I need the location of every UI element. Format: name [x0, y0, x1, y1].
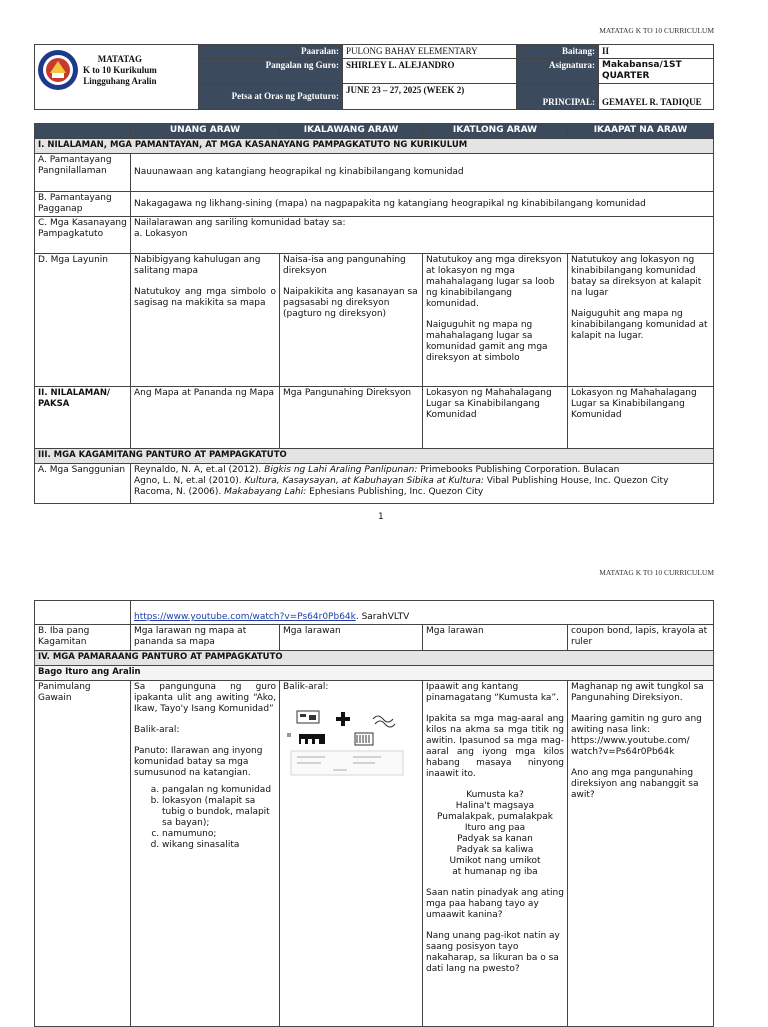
lyric-line: Ituro ang paa: [464, 823, 526, 833]
materials-day-4: coupon bond, lapis, krayola at ruler: [568, 625, 714, 651]
row-c-label: C. Mga Kasanayang Pampagkatuto: [35, 217, 131, 254]
lyric-line: Padyak sa kanan: [457, 834, 533, 844]
materials-day-2: Mga larawan: [280, 625, 423, 651]
objective-text: Naisa-isa ang pangunahing direksyon: [283, 255, 406, 276]
teacher-label: Pangalan ng Guro:: [199, 59, 343, 84]
day-3-header: IKATLONG ARAW: [423, 124, 568, 139]
row-c-content: [131, 217, 714, 254]
row-d-day-4: [568, 254, 714, 387]
day-2-header: IKALAWANG ARAW: [280, 124, 423, 139]
teacher-value: SHIRLEY L. ALEJANDRO: [343, 59, 517, 84]
activity-text: Balik-aral:: [283, 682, 329, 692]
activity-text: Saan natin pinadyak ang ating mga paa habang tayo ay umaawit kanina?: [426, 888, 564, 920]
day-4-header: IKAAPAT NA ARAW: [568, 124, 714, 139]
row-b-content: Nakagagawa ng likhang-sining (mapa) na nagpapakita ng katangiang heograpikal ng kinabibilangang komunidad: [131, 192, 714, 217]
reference-2: Agno, L. N, et.al (2010). Kultura, Kasaysayan, at Kabuhayan Sibika at Kultura: Vibal Publishing House, Inc. Quezon City: [134, 476, 669, 486]
row-b-label: B. Pamantayang Pagganap: [35, 192, 131, 217]
intro-day-3: [423, 681, 568, 1027]
header-subtitle-2: Lingguhang Aralin: [83, 75, 157, 86]
row-c-line-1: Nailalarawan ang sariling komunidad batay sa:: [134, 218, 346, 228]
list-item: c. namumuno;: [162, 829, 276, 840]
activity-text: Sa pangunguna ng guro ipakanta ulit ang awiting “Ako, Ikaw, Tayo'y Isang Komunidad”: [134, 682, 276, 714]
objective-text: Naipakikita ang kasanayan sa pagsasabi ng direksyon (pagturo ng direksyon): [283, 287, 418, 319]
section-1-heading: I. NILALAMAN, MGA PAMANTAYAN, AT MGA KASANAYANG PAMPAGKATUTO NG KURIKULUM: [35, 139, 714, 154]
section-4-heading: IV. MGA PAMARAANG PANTURO AT PAMPAGKATUTO: [35, 651, 714, 666]
topic-day-3: Lokasyon ng Mahahalagang Lugar sa Kinabibilangang Komunidad: [423, 387, 568, 449]
date-label: Petsa at Oras ng Pagtuturo:: [199, 84, 343, 110]
activity-text: Maaring gamitin ng guro ang awiting nasa link: https://www.youtube.com/ watch?v=Ps64r0Pb64k: [571, 714, 702, 757]
lyric-line: at humanap ng iba: [452, 867, 538, 877]
objective-text: Natutukoy ang mga direksyon at lokasyon ng mga mahahalagang lugar sa loob ng kinabibilangang komunidad.: [426, 255, 562, 309]
row-a-label: A. Pamantayang Pangnilallaman: [35, 154, 131, 192]
activity-text: Maghanap ng awit tungkol sa Pangunahing Direksiyon.: [571, 682, 704, 703]
school-value: PULONG BAHAY ELEMENTARY: [343, 45, 517, 59]
objective-text: Nabibigyang kahulugan ang salitang mapa: [134, 255, 261, 276]
intro-activity-label: Panimulang Gawain: [35, 681, 131, 1027]
day-1-header: UNANG ARAW: [131, 124, 280, 139]
activity-text: Ipakita sa mga mag-aaral ang kilos na akma sa mga titik ng awitin. Ipasunod sa mga mag-aaral ang iyong mga kilos habang masaya ninyong inaawit ito.: [426, 714, 564, 779]
school-label: Paaralan:: [199, 45, 343, 59]
references-label: A. Mga Sanggunian: [35, 464, 131, 504]
objective-text: Natutukoy ang mga simbolo o sagisag na makikita sa mapa: [134, 287, 276, 308]
principal-value: GEMAYEL R. TADIQUE: [599, 84, 714, 110]
lesson-plan-table-page2: [34, 600, 714, 1027]
row-d-day-3: [423, 254, 568, 387]
list-item: d. wikang sinasalita: [162, 840, 276, 851]
row-d-label: D. Mga Layunin: [35, 254, 131, 387]
topic-day-4: Lokasyon ng Mahahalagang Lugar sa Kinabibilangang Komunidad: [568, 387, 714, 449]
row-d-day-2: [280, 254, 423, 387]
map-symbols-illustration: [283, 707, 419, 779]
row-d-day-1: [131, 254, 280, 387]
intro-day-2: [280, 681, 423, 1027]
curriculum-header: MATATAG K TO 10 CURRICULUM: [599, 26, 714, 35]
intro-day-4: [568, 681, 714, 1027]
lyric-line: Umikot nang umikot: [449, 856, 541, 866]
reference-link-row: [131, 601, 714, 625]
section-2-label: II. NILALAMAN/ PAKSA: [35, 387, 131, 449]
section-3-heading: III. MGA KAGAMITANG PANTURO AT PAMPAGKATUTO: [35, 449, 714, 464]
youtube-reference-link[interactable]: https://www.youtube.com/watch?v=Ps64r0Pb64k: [134, 612, 356, 622]
activity-text: Ipaawit ang kantang pinamagatang “Kumusta ka”.: [426, 682, 559, 703]
intro-day-1: [131, 681, 280, 1027]
link-author: . SarahVLTV: [355, 612, 410, 622]
curriculum-header-page2: MATATAG K TO 10 CURRICULUM: [599, 568, 714, 577]
objective-text: Natutukoy ang lokasyon ng kinabibilangang komunidad batay sa direksyon at kalapit na lugar: [571, 255, 702, 298]
materials-day-1: Mga larawan ng mapa at pananda sa mapa: [131, 625, 280, 651]
other-materials-label: B. Iba pang Kagamitan: [35, 625, 131, 651]
lyric-line: Padyak sa kaliwa: [456, 845, 534, 855]
page-number: 1: [378, 512, 384, 522]
section-4-subheading: Bago Ituro ang Aralin: [35, 666, 714, 681]
activity-text: Panuto: Ilarawan ang inyong komunidad batay sa mga sumusunod na katangian.: [134, 746, 263, 778]
continued-label-cell: [35, 601, 131, 625]
corner-cell: [35, 124, 131, 139]
objective-text: Naiguguhit ang mapa ng kinabibilangang komunidad at kalapit na lugar.: [571, 309, 708, 341]
grade-label: Baitang:: [517, 45, 599, 59]
reference-3: Racoma, N. (2006). Makabayang Lahi: Ephesians Publishing, Inc. Quezon City: [134, 487, 484, 497]
lyric-line: Halina't magsaya: [455, 801, 535, 811]
deped-logo-cell: [35, 45, 199, 110]
references-content: [131, 464, 714, 504]
lesson-plan-table-page1: [34, 123, 714, 504]
lyric-line: Pumalakpak, pumalakpak: [436, 812, 553, 822]
row-a-content: Nauunawaan ang katangiang heograpikal ng kinabibilangang komunidad: [131, 154, 714, 192]
date-value: JUNE 23 – 27, 2025 (WEEK 2): [343, 84, 517, 110]
header-subtitle: K to 10 Kurikulum: [83, 64, 157, 75]
activity-text: Balik-aral:: [134, 725, 180, 735]
row-c-line-2: a. Lokasyon: [134, 229, 188, 239]
list-item: b. lokasyon (malapit sa tubig o bundok, malapit sa bayan);: [162, 796, 276, 829]
objective-text: Naiguguhit ng mapa ng mahahalagang lugar sa komunidad gamit ang mga direksyon at simbolo: [426, 320, 548, 363]
activity-text: Nang unang pag-ikot natin ay saang posisyon tayo nakaharap, sa likuran ba o sa dati lang na pwesto?: [426, 931, 560, 974]
reference-1: Reynaldo, N. A, et.al (2012). Bigkis ng Lahi Araling Panlipunan: Primebooks Publishing Corporation. Bulacan: [134, 465, 620, 475]
header-title: MATATAG: [97, 53, 143, 64]
subject-value: Makabansa/1ST QUARTER: [599, 59, 714, 84]
lesson-header-table: [34, 44, 714, 110]
activity-text: Ano ang mga pangunahing direksiyon ang nabanggit sa awit?: [571, 768, 699, 800]
principal-label: PRINCIPAL:: [517, 84, 599, 110]
lyric-line: Kumusta ka?: [466, 790, 524, 800]
deped-seal-icon: [37, 49, 79, 91]
materials-day-3: Mga larawan: [423, 625, 568, 651]
map-symbols-image: [283, 707, 419, 777]
topic-day-2: Mga Pangunahing Direksyon: [280, 387, 423, 449]
subject-label: Asignatura:: [517, 59, 599, 84]
list-item: a. pangalan ng komunidad: [162, 785, 276, 796]
grade-value: II: [599, 45, 714, 59]
song-lyrics: [426, 790, 564, 878]
description-list: [134, 785, 276, 851]
topic-day-1: Ang Mapa at Pananda ng Mapa: [131, 387, 280, 449]
